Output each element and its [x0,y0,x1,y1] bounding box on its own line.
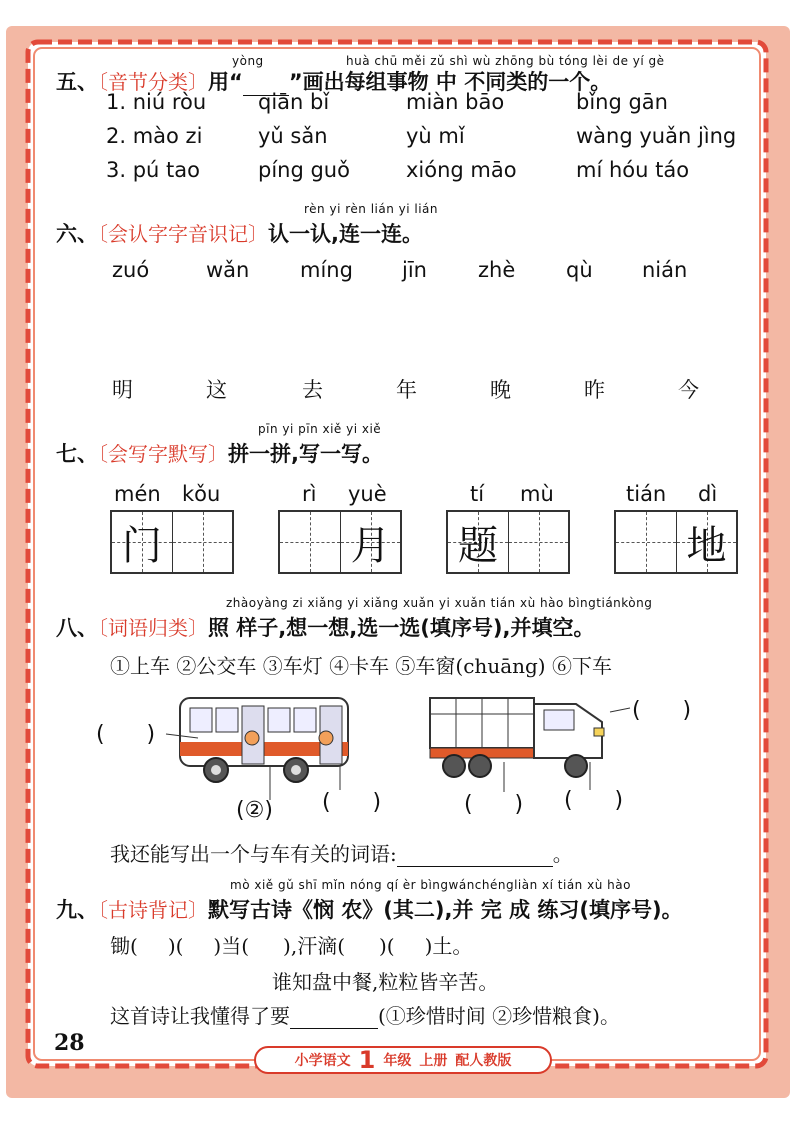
s6-pinyin[interactable]: wǎn [206,258,250,282]
s5-word[interactable]: píng guǒ [258,158,350,182]
s7-cell[interactable] [508,512,568,572]
s9-answer-blank[interactable] [290,1028,378,1029]
s9-text: )土。 [424,934,473,958]
s5-word[interactable]: wàng yuǎn jìng [576,124,737,148]
bus-blank-type[interactable]: (②) [236,798,273,823]
s9-text: 锄( [110,934,138,958]
s7-cell[interactable]: 题 [448,512,508,572]
footer-grade: 年级 [383,1053,412,1069]
s9-options: (①珍惜时间 ②珍惜粮食)。 [378,1004,620,1028]
s7-pinyin: kǒu [182,482,221,506]
s5-title-b: ”画出每组事物 中 不同类的一个。 [288,70,612,94]
s8-write-prompt: 我还能写出一个与车有关的词语: [110,842,397,866]
book-info-badge [254,1046,552,1074]
s8-title: 照 样子,想一想,选一选(填序号),并填空。 [208,616,595,640]
s6-pinyin-title: rèn yi rèn lián yi lián [304,202,439,216]
footer-edition: 配人教版 [455,1053,512,1069]
s5-tag: 〔音节分类〕 [98,70,208,94]
truck-blank-light[interactable]: ( ) [632,698,692,723]
s7-pinyin: dì [698,482,718,506]
s7-cell[interactable] [172,512,232,572]
s6-char[interactable]: 明 [112,378,133,402]
s9-text: ),汗滴( [283,934,345,958]
s7-pinyin: tián [626,482,667,506]
truck-illustration [426,684,612,784]
s5-pinyin-yong: yòng [232,54,264,68]
s5-word[interactable]: miàn bāo [406,90,505,114]
s5-word[interactable]: yǔ sǎn [258,124,328,148]
s6-char[interactable]: 今 [678,378,699,402]
s7-cell[interactable]: 门 [112,512,172,572]
s6-char[interactable]: 昨 [584,378,605,402]
s5-word[interactable]: qiān bǐ [258,90,330,114]
s6-title: 认一认,连一连。 [268,222,423,246]
s5-word[interactable]: xióng māo [406,158,517,182]
s7-pinyin: yuè [348,482,387,506]
s6-number: 六、 [56,222,98,246]
s6-tag: 〔会认字字音识记〕 [98,222,268,246]
s7-pinyin-title: pīn yi pīn xiě yi xiě [258,422,382,436]
s6-pinyin[interactable]: míng [300,258,353,282]
s7-pinyin: mén [114,482,161,506]
s8-pinyin-title: zhàoyàng zi xiǎng yi xiǎng xuǎn yi xuǎn tián xù hào bìngtiánkòng [226,596,653,610]
s5-pinyin-title: huà chū měi zǔ shì wù zhōng bù tóng lèi de yí gè [346,54,665,68]
s9-text: )( [379,934,395,958]
s6-pinyin[interactable]: qù [566,258,593,282]
s9-number: 九、 [56,898,98,922]
s6-char[interactable]: 年 [396,378,417,402]
s5-word[interactable]: yù mǐ [406,124,465,148]
s8-write-blank[interactable] [397,866,553,867]
s7-cell[interactable]: 月 [340,512,400,572]
s8-number: 八、 [56,616,98,640]
s9-poem-line-2: 谁知盘中餐,粒粒皆辛苦。 [272,970,499,994]
s6-pinyin[interactable]: jīn [402,258,427,282]
footer-subject: 小学语文 [294,1053,351,1069]
page-number: 28 [54,1030,85,1056]
s5-title-a: 用“ [208,70,243,94]
s6-char[interactable]: 去 [302,378,323,402]
s7-tag: 〔会写字默写〕 [98,442,228,466]
s9-question-text: 这首诗让我懂得了要 [110,1004,290,1028]
s6-pinyin[interactable]: nián [642,258,688,282]
s6-pinyin[interactable]: zuó [112,258,150,282]
bus-answer: ② [244,798,265,823]
s9-pinyin-title: mò xiě gǔ shī mǐn nóng qí èr bìngwánchéngliàn xí tián xù hào [230,878,631,892]
s7-pinyin: rì [302,482,317,506]
s7-number: 七、 [56,442,98,466]
s7-cell[interactable] [616,512,676,572]
s5-word[interactable]: 2. mào zi [106,124,203,148]
bus-blank-door[interactable]: ( ) [322,790,382,815]
s9-tag: 〔古诗背记〕 [98,898,208,922]
s9-text: )( [167,934,184,958]
s9-title: 默写古诗《悯 农》(其二),并 完 成 练习(填序号)。 [208,898,683,922]
s7-pinyin: tí [470,482,485,506]
footer-grade-number: 1 [358,1046,376,1074]
s7-pinyin: mù [520,482,554,506]
s8-write-row [110,838,573,867]
s5-word[interactable]: 1. niú ròu [106,90,207,114]
footer-term: 上册 [419,1053,448,1069]
s8-write-end: 。 [552,842,573,866]
s9-question [110,1000,620,1029]
s7-cell[interactable]: 地 [676,512,736,572]
s6-char[interactable]: 晚 [490,378,511,402]
s9-heading [56,894,683,924]
truck-blank-type[interactable]: ( ) [464,792,524,817]
s7-cell[interactable] [280,512,340,572]
s6-pinyin[interactable]: zhè [478,258,516,282]
s5-word[interactable]: mí hóu táo [576,158,690,182]
bus-blank-window[interactable]: ( ) [96,722,156,747]
s5-word[interactable]: bǐng gān [576,90,668,114]
s7-title: 拼一拼,写一写。 [228,442,383,466]
s8-options: ①上车 ②公交车 ③车灯 ④卡车 ⑤车窗(chuāng) ⑥下车 [110,654,612,678]
s9-text: )当( [213,934,250,958]
s6-char[interactable]: 这 [206,378,227,402]
s9-poem-line-1 [110,930,472,959]
s8-tag: 〔词语归类〕 [98,616,208,640]
s5-word[interactable]: 3. pú tao [106,158,200,182]
truck-blank-window[interactable]: ( ) [564,788,624,813]
s5-number: 五、 [56,70,98,94]
